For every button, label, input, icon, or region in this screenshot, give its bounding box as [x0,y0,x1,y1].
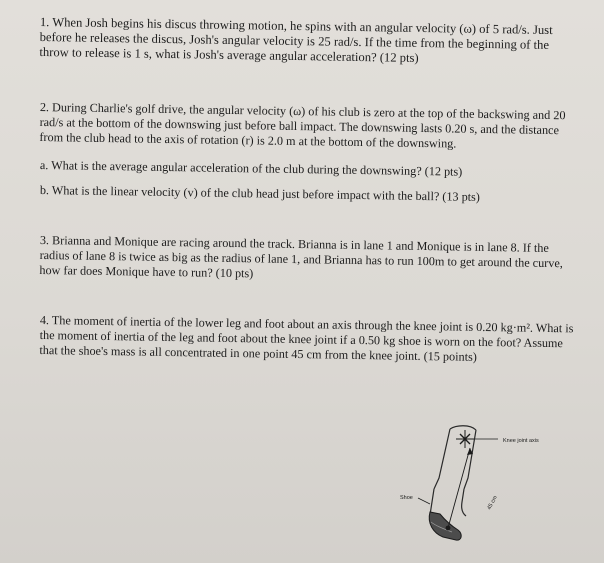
distance-label: 45 cm [486,494,499,511]
question-2b: b. What is the linear velocity (v) of the club head just before impact with the ball? (13 pts) [39,183,481,204]
distance-dimension-line [446,448,473,530]
knee-joint-marker [456,430,474,448]
knee-joint-label: Knee joint axis [503,438,539,444]
question-3: 3. Brianna and Monique are racing around the track. Brianna is in lane 1 and Monique is in lane 8. If the radius of lane 8 is twice as big as the radius of lane 1, and Brianna has to run 100m to get around the curve, how far does Monique have to run? (10 pts) [39,233,563,281]
shoe-label-leader [418,498,430,504]
question-4: 4. The moment of inertia of the lower leg and foot about an axis through the knee joint is 0.20 kg·m². What is the moment of inertia of the leg and foot about the knee joint if a 0.50 kg shoe is worn on the foot? Assume that the shoe's mass is all concentrated in one point 45 cm from the knee joint. (15 points) [39,313,574,364]
shoe-label: Shoe [400,495,413,501]
question-2a: a. What is the average angular acceleration of the club during the downswing? (12 pts) [39,158,463,179]
question-1: 1. When Josh begins his discus throwing motion, he spins with an angular velocity (ω) of 5 rad/s. Just before he releases the discus, Josh's angular velocity is 25 rad/s. If the time from the beginning of the throw to release is 1 s, what is Josh's average angular acceleration? (12 pts) [39,15,553,65]
leg-diagram [390,420,570,563]
shoe-illustration [429,512,461,540]
question-2: 2. During Charlie's golf drive, the angular velocity (ω) of his club is zero at the top of the backswing and 20 rad/s at the bottom of the downswing just before ball impact. The downswing lasts 0.20 s, and the distance from the club head to the axis of rotation (r) is 2.0 m at the bottom of the downswing. [39,100,566,151]
